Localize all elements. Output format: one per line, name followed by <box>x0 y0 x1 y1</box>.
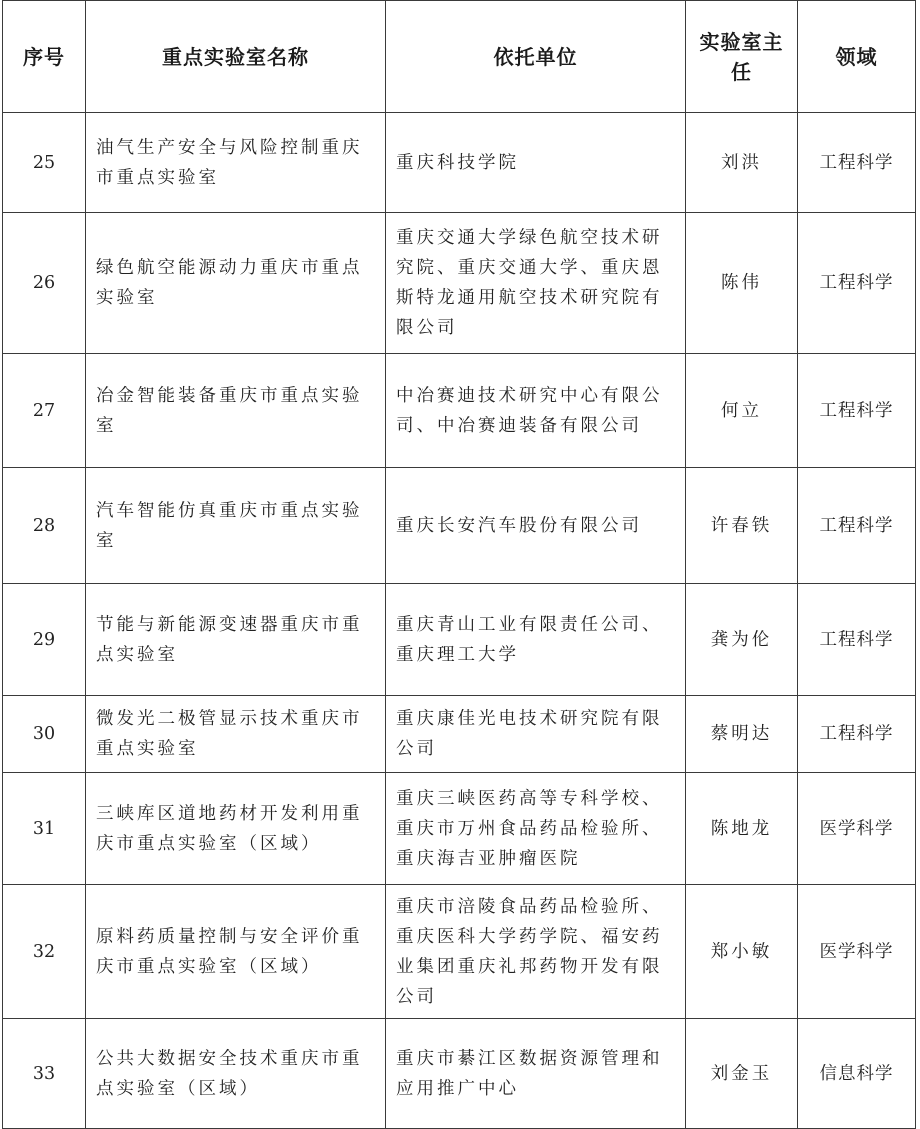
table-row <box>3 584 916 696</box>
table-row <box>3 113 916 213</box>
cell-field: 工程科学 <box>798 584 916 696</box>
cell-field: 工程科学 <box>798 354 916 468</box>
cell-name: 微发光二极管显示技术重庆市重点实验室 <box>86 696 386 773</box>
cell-name: 三峡库区道地药材开发利用重庆市重点实验室（区域） <box>86 773 386 885</box>
cell-field: 工程科学 <box>798 213 916 354</box>
cell-name: 节能与新能源变速器重庆市重点实验室 <box>86 584 386 696</box>
cell-field: 工程科学 <box>798 696 916 773</box>
header-no: 序号 <box>3 1 86 113</box>
cell-unit: 重庆三峡医药高等专科学校、重庆市万州食品药品检验所、重庆海吉亚肿瘤医院 <box>386 773 686 885</box>
cell-field: 工程科学 <box>798 113 916 213</box>
cell-unit: 重庆青山工业有限责任公司、重庆理工大学 <box>386 584 686 696</box>
cell-field: 医学科学 <box>798 885 916 1019</box>
cell-no: 26 <box>3 213 86 354</box>
cell-field: 工程科学 <box>798 468 916 584</box>
cell-no: 25 <box>3 113 86 213</box>
cell-unit: 重庆市涪陵食品药品检验所、重庆医科大学药学院、福安药业集团重庆礼邦药物开发有限公司 <box>386 885 686 1019</box>
cell-director: 郑小敏 <box>686 885 798 1019</box>
cell-unit: 中冶赛迪技术研究中心有限公司、中冶赛迪装备有限公司 <box>386 354 686 468</box>
table-row <box>3 354 916 468</box>
header-unit: 依托单位 <box>386 1 686 113</box>
header-name: 重点实验室名称 <box>86 1 386 113</box>
cell-no: 32 <box>3 885 86 1019</box>
header-row <box>3 1 916 113</box>
cell-director: 陈伟 <box>686 213 798 354</box>
cell-director: 蔡明达 <box>686 696 798 773</box>
cell-unit: 重庆市綦江区数据资源管理和应用推广中心 <box>386 1019 686 1129</box>
table-row <box>3 773 916 885</box>
cell-unit: 重庆科技学院 <box>386 113 686 213</box>
cell-name: 原料药质量控制与安全评价重庆市重点实验室（区域） <box>86 885 386 1019</box>
cell-no: 30 <box>3 696 86 773</box>
header-field: 领域 <box>798 1 916 113</box>
cell-name: 油气生产安全与风险控制重庆市重点实验室 <box>86 113 386 213</box>
table-row <box>3 468 916 584</box>
table-row <box>3 213 916 354</box>
cell-no: 31 <box>3 773 86 885</box>
table-row <box>3 885 916 1019</box>
cell-no: 27 <box>3 354 86 468</box>
cell-director: 龚为伦 <box>686 584 798 696</box>
table-row <box>3 1019 916 1129</box>
cell-director: 何立 <box>686 354 798 468</box>
table-row <box>3 696 916 773</box>
cell-name: 冶金智能装备重庆市重点实验室 <box>86 354 386 468</box>
cell-director: 刘洪 <box>686 113 798 213</box>
cell-no: 33 <box>3 1019 86 1129</box>
cell-unit: 重庆康佳光电技术研究院有限公司 <box>386 696 686 773</box>
cell-no: 28 <box>3 468 86 584</box>
cell-no: 29 <box>3 584 86 696</box>
cell-unit: 重庆交通大学绿色航空技术研究院、重庆交通大学、重庆恩斯特龙通用航空技术研究院有限公司 <box>386 213 686 354</box>
cell-field: 信息科学 <box>798 1019 916 1129</box>
cell-name: 绿色航空能源动力重庆市重点实验室 <box>86 213 386 354</box>
cell-director: 许春铁 <box>686 468 798 584</box>
header-director: 实验室主任 <box>686 1 798 113</box>
cell-director: 陈地龙 <box>686 773 798 885</box>
cell-unit: 重庆长安汽车股份有限公司 <box>386 468 686 584</box>
lab-table <box>2 0 916 1129</box>
cell-director: 刘金玉 <box>686 1019 798 1129</box>
cell-name: 汽车智能仿真重庆市重点实验室 <box>86 468 386 584</box>
cell-name: 公共大数据安全技术重庆市重点实验室（区域） <box>86 1019 386 1129</box>
cell-field: 医学科学 <box>798 773 916 885</box>
